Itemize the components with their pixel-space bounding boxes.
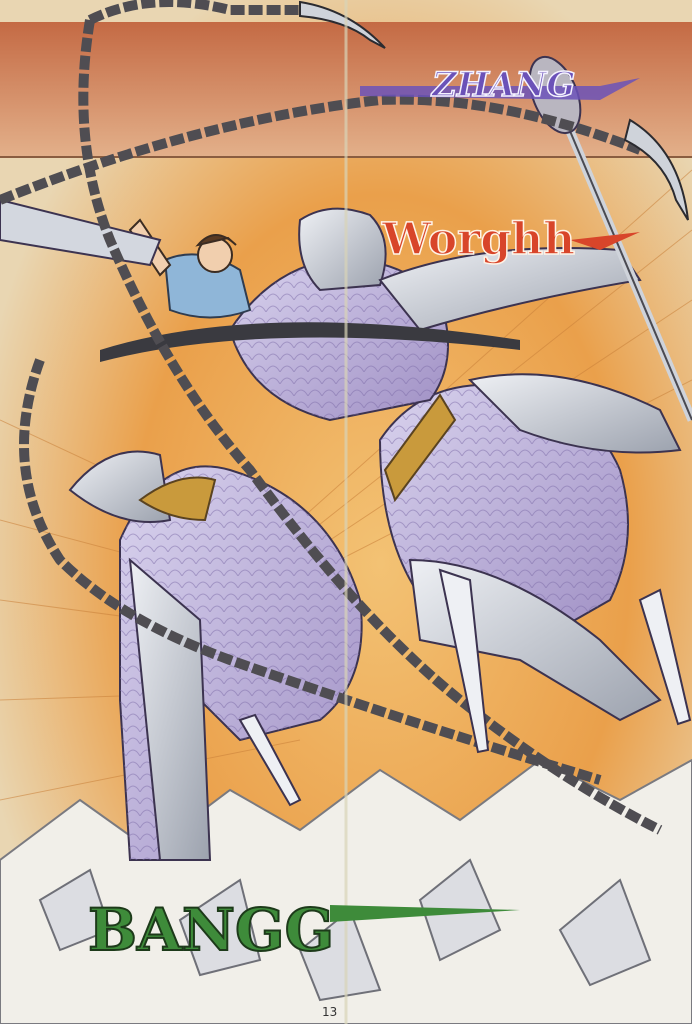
sfx-zhang: ZHANG [432,65,576,105]
page-number: 13 [322,1005,338,1019]
sfx-bangg: BANGG [88,896,335,964]
sfx-worghh: Worghh [382,214,576,265]
